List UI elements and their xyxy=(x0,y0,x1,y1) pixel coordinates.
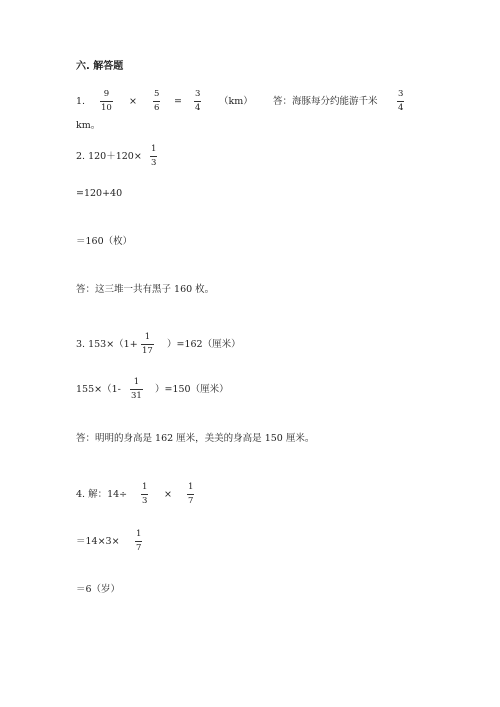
denominator: 3 xyxy=(151,157,157,168)
numerator: 1 xyxy=(151,144,157,154)
q2-line1: 2. 120＋120× xyxy=(76,151,142,162)
q3-answer: 答：明明的身高是 162 厘米，美美的身高是 150 厘米。 xyxy=(76,433,315,444)
q1-fraction-d xyxy=(397,90,404,112)
q1-fraction-c xyxy=(194,90,201,112)
q1-fraction-b xyxy=(153,90,160,112)
numerator: 1 xyxy=(188,482,194,492)
q2-fraction xyxy=(150,145,157,167)
denominator: 6 xyxy=(154,102,160,113)
q4-line1-pre: 4. 解：14÷ xyxy=(76,489,128,500)
q4-fraction-1 xyxy=(141,483,148,505)
q2-line3: ＝160（枚） xyxy=(76,236,133,247)
q4-line2-pre: ＝14×3× xyxy=(76,536,120,547)
q4-line3: ＝6（岁） xyxy=(76,584,121,595)
q3-line1-post: ）=162（厘米） xyxy=(167,339,241,350)
denominator: 7 xyxy=(136,542,142,553)
denominator: 17 xyxy=(142,345,153,356)
q1-unit: （km） xyxy=(219,96,253,107)
q3-fraction-1 xyxy=(141,333,154,355)
section-heading: 六. 解答题 xyxy=(76,61,124,72)
q1-tail: km。 xyxy=(76,120,101,131)
q3-line1-pre: 3. 153×（1+ xyxy=(76,339,138,350)
q1-times: × xyxy=(129,96,137,107)
q1-fraction-a xyxy=(100,90,113,112)
numerator: 5 xyxy=(154,89,160,99)
denominator: 10 xyxy=(101,102,112,113)
numerator: 1 xyxy=(136,529,142,539)
denominator: 4 xyxy=(398,102,404,113)
q4-fraction-3 xyxy=(135,530,142,552)
numerator: 1 xyxy=(142,482,148,492)
q3-line2-pre: 155×（1- xyxy=(76,384,121,395)
numerator: 1 xyxy=(144,332,151,342)
numerator: 3 xyxy=(398,89,404,99)
denominator: 31 xyxy=(131,390,142,401)
numerator: 9 xyxy=(103,89,110,99)
q2-line2: =120+40 xyxy=(76,188,123,199)
q4-fraction-2 xyxy=(187,483,194,505)
q4-times: × xyxy=(164,489,172,500)
q1-label: 1. xyxy=(76,96,86,107)
q3-fraction-2 xyxy=(130,378,143,400)
numerator: 3 xyxy=(195,89,201,99)
q3-line2-post: ）=150（厘米） xyxy=(155,384,229,395)
denominator: 7 xyxy=(188,495,194,506)
numerator: 1 xyxy=(133,377,140,387)
denominator: 4 xyxy=(195,102,201,113)
denominator: 3 xyxy=(142,495,148,506)
q2-answer: 答：这三堆一共有黑子 160 枚。 xyxy=(76,284,215,295)
q1-answer: 答：海豚每分约能游千米 xyxy=(273,96,378,107)
q1-equals: = xyxy=(174,96,182,107)
